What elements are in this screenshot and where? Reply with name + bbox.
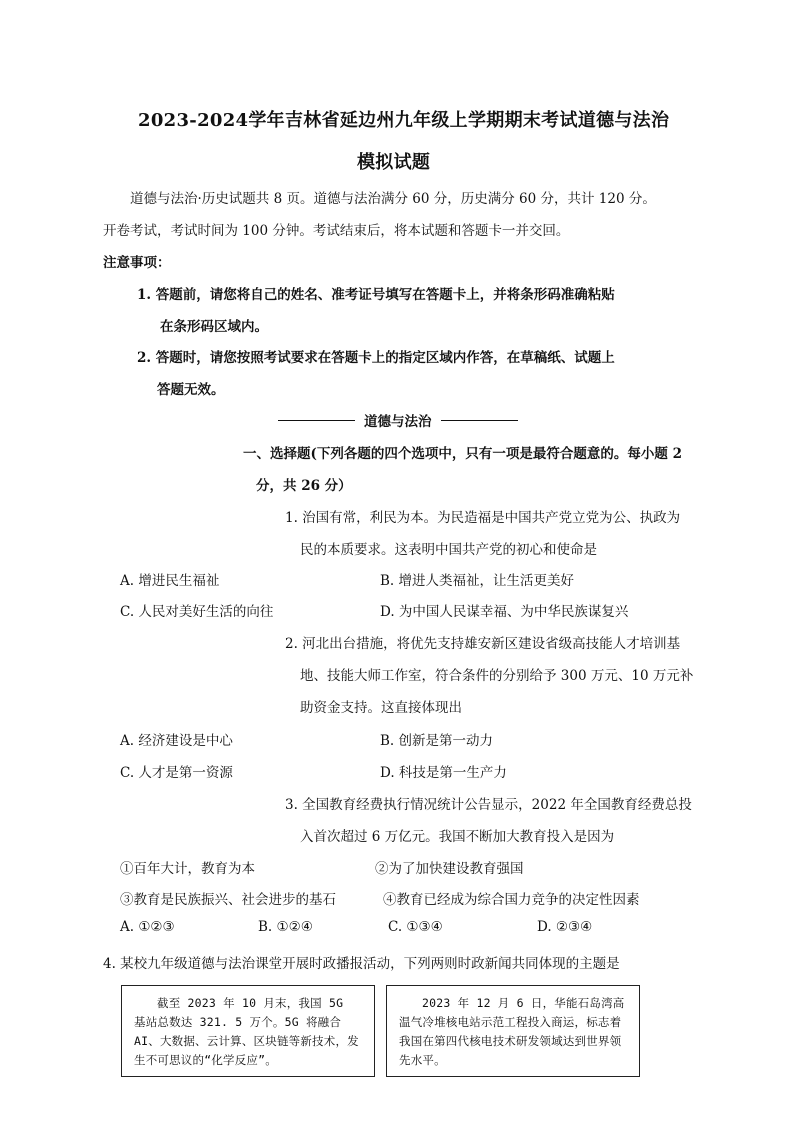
part-instruction-line1: 一、选择题(下列各题的四个选项中，只有一项是最符合题意的。每小题 2 bbox=[243, 446, 682, 462]
q3-stem-line2: 入首次超过 6 万亿元。我国不断加大教育投入是因为 bbox=[300, 829, 615, 845]
intro-line2: 开卷考试，考试时间为 100 分钟。考试结束后，将本试题和答题卡一并交回。 bbox=[103, 223, 570, 239]
q2-option-a[interactable]: A. 经济建设是中心 bbox=[120, 733, 233, 749]
q2-stem-line1: 2. 河北出台措施，将优先支持雄安新区建设省级高技能人才培训基 bbox=[285, 636, 681, 652]
q3-option-b[interactable]: B. ①②④ bbox=[258, 919, 313, 935]
document-title-line2: 模拟试题 bbox=[357, 152, 431, 173]
intro-line1: 道德与法治·历史试题共 8 页。道德与法治满分 60 分，历史满分 60 分，共计 120 分。 bbox=[130, 191, 656, 207]
q3-statement-4: ④教育已经成为综合国力竞争的决定性因素 bbox=[383, 892, 640, 908]
notice-item1-line1: 1. 答题前，请您将自己的姓名、准考证号填写在答题卡上，并将条形码准确粘贴 bbox=[137, 287, 615, 303]
q3-stem-line1: 3. 全国教育经费执行情况统计公告显示，2022 年全国教育经费总投 bbox=[285, 797, 692, 813]
notice-item2-line2: 答题无效。 bbox=[157, 382, 225, 398]
q1-option-b[interactable]: B. 增进人类福祉，让生活更美好 bbox=[380, 573, 575, 589]
q3-option-d[interactable]: D. ②③④ bbox=[537, 919, 593, 935]
part-instruction-line2: 分，共 26 分） bbox=[256, 478, 352, 494]
section-rule-right bbox=[441, 420, 518, 421]
news-nuclear-text: 2023 年 12 月 6 日，华能石岛湾高温气冷堆核电站示范工程投入商运，标志着我国在第四代核电技术研发领域达到世界领先水平。 bbox=[399, 996, 625, 1067]
q1-stem-line1: 1. 治国有常，利民为本。为民造福是中国共产党立党为公、执政为 bbox=[285, 510, 681, 526]
q2-option-c[interactable]: C. 人才是第一资源 bbox=[120, 765, 233, 781]
q2-option-b[interactable]: B. 创新是第一动力 bbox=[380, 733, 494, 749]
notice-item1-line2: 在条形码区域内。 bbox=[160, 319, 268, 335]
news-box-nuclear bbox=[386, 985, 640, 1077]
notice-item2-line1: 2. 答题时，请您按照考试要求在答题卡上的指定区域内作答，在草稿纸、试题上 bbox=[137, 350, 615, 366]
q1-option-c[interactable]: C. 人民对美好生活的向往 bbox=[120, 604, 274, 620]
news-5g-text: 截至 2023 年 10 月末，我国 5G 基站总数达 321. 5 万个。5G 将融合 AI、大数据、云计算、区块链等新技术，发生不可思议的“化学反应”。 bbox=[134, 996, 359, 1067]
q2-option-d[interactable]: D. 科技是第一生产力 bbox=[380, 765, 507, 781]
document-title-line1: 2023-2024学年吉林省延边州九年级上学期期末考试道德与法治 bbox=[138, 110, 670, 131]
q2-stem-line2: 地、技能大师工作室，符合条件的分别给予 300 万元、10 万元补 bbox=[300, 668, 694, 684]
q3-option-c[interactable]: C. ①③④ bbox=[388, 919, 443, 935]
q1-option-a[interactable]: A. 增进民生福祉 bbox=[120, 573, 220, 589]
q4-stem: 4. 某校九年级道德与法治课堂开展时政播报活动，下列两则时政新闻共同体现的主题是 bbox=[103, 956, 620, 972]
q2-stem-line3: 助资金支持。这直接体现出 bbox=[300, 700, 462, 716]
section-title: 道德与法治 bbox=[364, 414, 432, 430]
q3-statement-2: ②为了加快建设教育强国 bbox=[375, 861, 524, 877]
news-box-5g bbox=[121, 985, 375, 1077]
q3-statement-1: ①百年大计，教育为本 bbox=[120, 861, 255, 877]
q1-option-d[interactable]: D. 为中国人民谋幸福、为中华民族谋复兴 bbox=[380, 604, 629, 620]
section-rule-left bbox=[278, 420, 355, 421]
q3-option-a[interactable]: A. ①②③ bbox=[120, 919, 175, 935]
q3-statement-3: ③教育是民族振兴、社会进步的基石 bbox=[120, 892, 336, 908]
notice-heading: 注意事项： bbox=[103, 255, 171, 271]
q1-stem-line2: 民的本质要求。这表明中国共产党的初心和使命是 bbox=[300, 542, 597, 558]
